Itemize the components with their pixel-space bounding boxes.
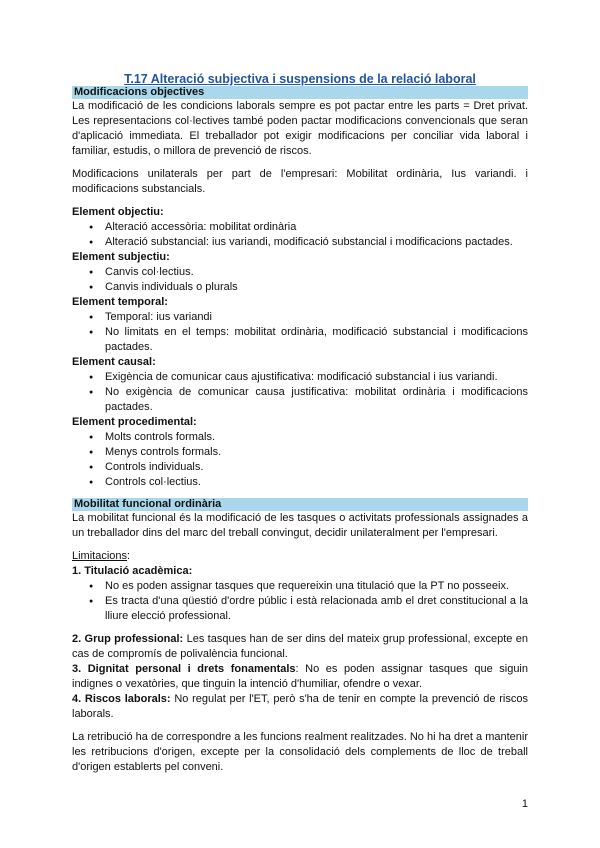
section-heading-mobilitat: Mobilitat funcional ordinària: [72, 498, 528, 511]
group-label: Element objectiu:: [72, 206, 164, 218]
limitation-1-label: 1. Titulació acadèmica:: [72, 565, 193, 577]
limitations-heading: Limitacions:: [72, 550, 131, 562]
list-item: ● Menys controls formals.: [105, 445, 528, 460]
bullet-list: [72, 370, 528, 415]
limitation-2: 2. Grup professional: Les tasques han de ser dins del mateix grup professional, excepte en cas de compromís de polivalència funcional.: [72, 633, 528, 660]
group-label: Element causal:: [72, 356, 156, 368]
paragraph: La modificació de les condicions laborals sempre es pot pactar entre les parts = Dret privat. Les representacions col·lectives també poden pactar modificacions convencionals que seran d'aplicació immediata. El treballador pot exigir modificacions per conciliar vida laboral i familiar, estudis, o millora de prevenció de riscos.: [72, 100, 528, 157]
list-item: ● Molts controls formals.: [105, 430, 528, 445]
limitation-4: 4. Riscos laborals: No regulat per l'ET, però s'ha de tenir en compte la prevenció de riscos laborals.: [72, 693, 528, 720]
list-item: ● Controls col·lectius.: [105, 475, 528, 490]
bullet-list: [72, 220, 528, 250]
paragraph: La mobilitat funcional és la modificació de les tasques o activitats professionals assignades a un treballador dins del marc del treball convingut, decidir unilateralment per l'empresari.: [72, 512, 528, 539]
limitations-label: Limitacions: [72, 550, 128, 562]
list-item: ● No exigència de comunicar causa justificativa: mobilitat ordinària i modificacions pactades.: [105, 385, 528, 415]
paragraph: La retribució ha de correspondre a les funcions realment realitzades. No hi ha dret a mantenir les retribucions d'origen, excepte per la consolidació dels complements de lloc de treball d'origen establerts pel conveni.: [72, 731, 528, 773]
list-item: ● Canvis individuals o plurals: [105, 280, 528, 295]
list-item: ● Alteració accessòria: mobilitat ordinària: [105, 220, 528, 235]
element-group: [72, 295, 528, 355]
element-group: [72, 205, 528, 250]
list-item: ● Canvis col·lectius.: [105, 265, 528, 280]
element-group: [72, 250, 528, 295]
list-item: ● Es tracta d'una qüestió d'ordre públic i està relacionada amb el dret constitucional a la lliure elecció professional.: [105, 594, 528, 624]
page-number: 1: [521, 798, 528, 810]
group-label: Element temporal:: [72, 296, 168, 308]
document-page: [72, 72, 528, 775]
section-heading-modificacions: Modificacions objectives: [72, 86, 528, 99]
list-item: ● Controls individuals.: [105, 460, 528, 475]
page-title: T.17 Alteració subjectiva i suspensions de la relació laboral: [124, 72, 476, 86]
element-group: [72, 415, 528, 490]
limitation-3: 3. Dignitat personal i drets fonamentals: No es poden assignar tasques que siguin indignes o vexatòries, que tinguin la intenció d'humiliar, ofendre o vexar.: [72, 663, 528, 690]
bullet-list: [72, 265, 528, 295]
list-item: ● Temporal: ius variandi: [105, 310, 528, 325]
bullet-list: [72, 310, 528, 355]
group-label: Element procedimental:: [72, 416, 197, 428]
list-item: ● No es poden assignar tasques que requereixin una titulació que la PT no posseeix.: [105, 579, 528, 594]
list-item: ● Exigència de comunicar caus ajustificativa: modificació substancial i ius variandi.: [105, 370, 528, 385]
bullet-list: [72, 430, 528, 490]
element-group: [72, 355, 528, 415]
paragraph: Modificacions unilaterals per part de l'empresari: Mobilitat ordinària, Ius variandi. i modificacions substancials.: [72, 168, 528, 195]
bullet-list: [72, 579, 528, 624]
list-item: ● No limitats en el temps: mobilitat ordinària, modificació substancial i modificacions pactades.: [105, 325, 528, 355]
group-label: Element subjectiu:: [72, 251, 170, 263]
list-item: ● Alteració substancial: ius variandi, modificació substancial i modificacions pactades.: [105, 235, 528, 250]
